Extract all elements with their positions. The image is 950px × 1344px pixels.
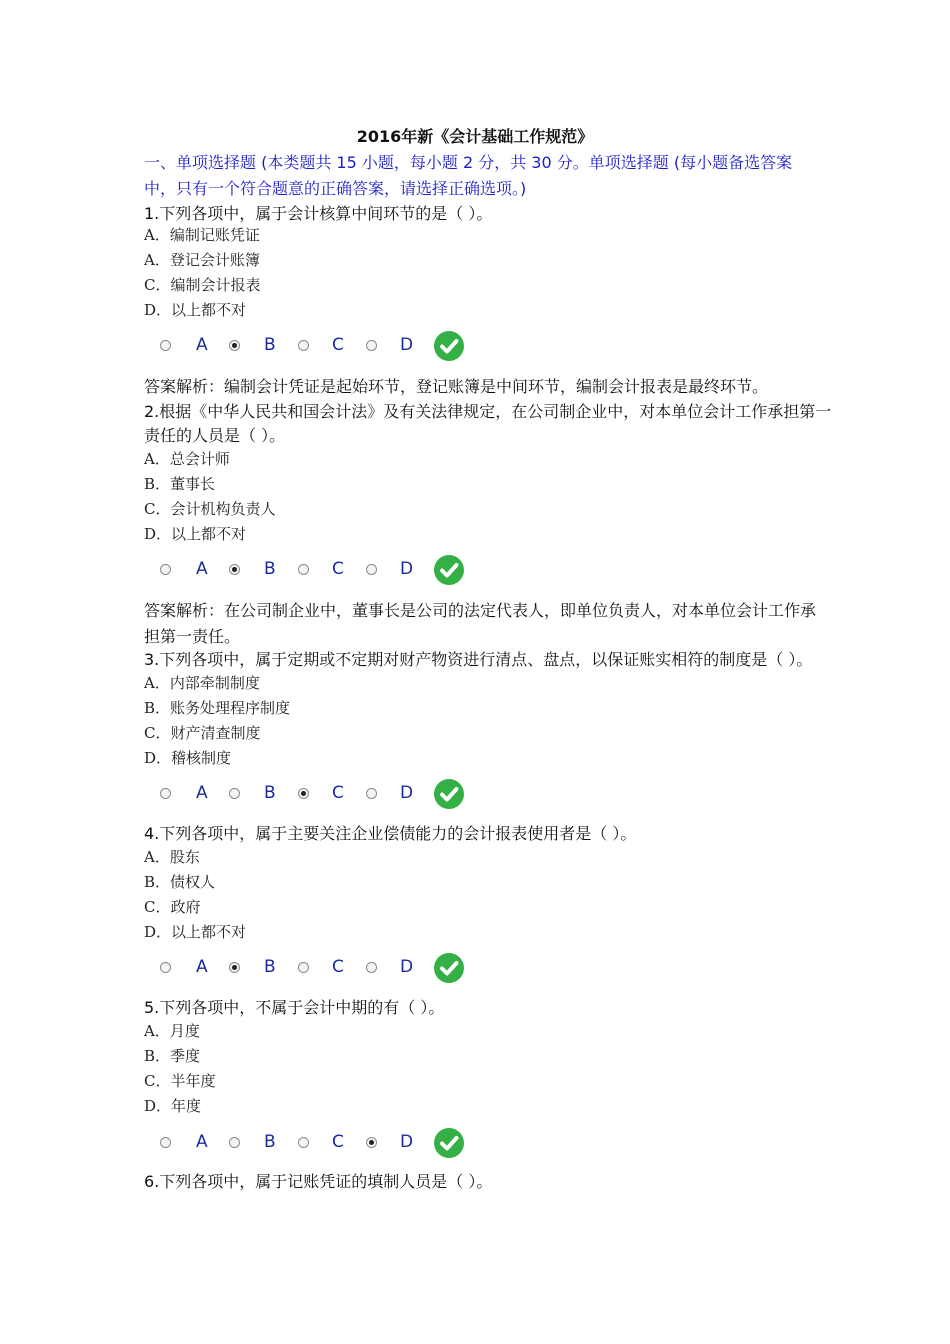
radio-button-b[interactable] bbox=[229, 962, 240, 973]
radio-button-b[interactable] bbox=[229, 340, 240, 351]
choice-label: B bbox=[264, 1132, 276, 1152]
answer-analysis: 答案解析：编制会计凭证是起始环节，登记账簿是中间环节，编制会计报表是最终环节。 bbox=[144, 377, 769, 396]
section-heading: 一、单项选择题 (本类题共 15 小题，每小题 2 分，共 30 分。单项选择题 (每小题备选答案中，只有一个符合题意的正确答案，请选择正确选项。) bbox=[144, 153, 793, 198]
radio-button-b[interactable] bbox=[229, 564, 240, 575]
answer-choice-row bbox=[158, 1130, 488, 1160]
choice-label: A bbox=[196, 559, 208, 579]
check-circle-icon bbox=[434, 1128, 464, 1158]
choice-label: D bbox=[400, 335, 414, 355]
question-text: 4.下列各项中，属于主要关注企业偿债能力的会计报表使用者是（ ）。 bbox=[144, 824, 637, 843]
choice-label: B bbox=[264, 559, 276, 579]
radio-button-a[interactable] bbox=[160, 1137, 171, 1148]
choice-label: A bbox=[196, 335, 208, 355]
choice-label: B bbox=[264, 957, 276, 977]
option-text: C．政府 bbox=[144, 898, 201, 916]
choice-label: D bbox=[400, 559, 414, 579]
choice-label: A bbox=[196, 957, 208, 977]
question-text: 2.根据《中华人民共和国会计法》及有关法律规定，在公司制企业中，对本单位会计工作承担第一责任的人员是（ ）。 bbox=[144, 402, 832, 445]
option-text: C．编制会计报表 bbox=[144, 276, 261, 294]
radio-button-d[interactable] bbox=[366, 962, 377, 973]
option-text: B．董事长 bbox=[144, 475, 216, 493]
radio-button-d[interactable] bbox=[366, 788, 377, 799]
radio-button-c[interactable] bbox=[298, 564, 309, 575]
choice-label: A bbox=[196, 783, 208, 803]
question-text: 3.下列各项中，属于定期或不定期对财产物资进行清点、盘点，以保证账实相符的制度是（ ）。 bbox=[144, 650, 813, 669]
answer-choice-row bbox=[158, 557, 488, 587]
radio-button-a[interactable] bbox=[160, 340, 171, 351]
option-text: D．以上都不对 bbox=[144, 923, 247, 941]
check-circle-icon bbox=[434, 953, 464, 983]
option-text: D．年度 bbox=[144, 1097, 202, 1115]
option-text: A．总会计师 bbox=[144, 450, 230, 468]
radio-button-b[interactable] bbox=[229, 1137, 240, 1148]
answer-analysis: 答案解析：在公司制企业中，董事长是公司的法定代表人，即单位负责人，对本单位会计工作承担第一责任。 bbox=[144, 601, 817, 646]
option-text: B．季度 bbox=[144, 1047, 201, 1065]
question-text: 6.下列各项中，属于记账凭证的填制人员是（ ）。 bbox=[144, 1172, 493, 1191]
choice-label: D bbox=[400, 1132, 414, 1152]
document-title: 2016年新《会计基础工作规范》 bbox=[356, 127, 594, 146]
radio-button-a[interactable] bbox=[160, 962, 171, 973]
answer-choice-row bbox=[158, 333, 488, 363]
question-text: 1.下列各项中，属于会计核算中间环节的是（ ）。 bbox=[144, 204, 493, 223]
choice-label: C bbox=[332, 957, 344, 977]
option-text: C．财产清查制度 bbox=[144, 724, 261, 742]
choice-label: C bbox=[332, 335, 344, 355]
radio-button-c[interactable] bbox=[298, 1137, 309, 1148]
option-text: B．账务处理程序制度 bbox=[144, 699, 291, 717]
option-text: A．内部牵制制度 bbox=[144, 674, 260, 692]
answer-choice-row bbox=[158, 781, 488, 811]
choice-label: A bbox=[196, 1132, 208, 1152]
option-text: A．登记会计账簿 bbox=[144, 251, 260, 269]
radio-button-a[interactable] bbox=[160, 564, 171, 575]
choice-label: D bbox=[400, 957, 414, 977]
option-text: D．以上都不对 bbox=[144, 301, 247, 319]
option-text: A．股东 bbox=[144, 848, 200, 866]
radio-button-b[interactable] bbox=[229, 788, 240, 799]
radio-button-c[interactable] bbox=[298, 962, 309, 973]
option-text: D．以上都不对 bbox=[144, 525, 247, 543]
option-text: B．债权人 bbox=[144, 873, 216, 891]
radio-button-d[interactable] bbox=[366, 340, 377, 351]
radio-button-c[interactable] bbox=[298, 340, 309, 351]
check-circle-icon bbox=[434, 779, 464, 809]
choice-label: B bbox=[264, 783, 276, 803]
answer-choice-row bbox=[158, 955, 488, 985]
choice-label: C bbox=[332, 1132, 344, 1152]
choice-label: D bbox=[400, 783, 414, 803]
radio-button-a[interactable] bbox=[160, 788, 171, 799]
option-text: A．编制记账凭证 bbox=[144, 226, 260, 244]
radio-button-c[interactable] bbox=[298, 788, 309, 799]
option-text: C．会计机构负责人 bbox=[144, 500, 276, 518]
radio-button-d[interactable] bbox=[366, 1137, 377, 1148]
choice-label: C bbox=[332, 783, 344, 803]
check-circle-icon bbox=[434, 555, 464, 585]
option-text: A．月度 bbox=[144, 1022, 200, 1040]
choice-label: B bbox=[264, 335, 276, 355]
option-text: D．稽核制度 bbox=[144, 749, 232, 767]
check-circle-icon bbox=[434, 331, 464, 361]
question-text: 5.下列各项中，不属于会计中期的有（ ）。 bbox=[144, 998, 445, 1017]
option-text: C．半年度 bbox=[144, 1072, 216, 1090]
choice-label: C bbox=[332, 559, 344, 579]
radio-button-d[interactable] bbox=[366, 564, 377, 575]
